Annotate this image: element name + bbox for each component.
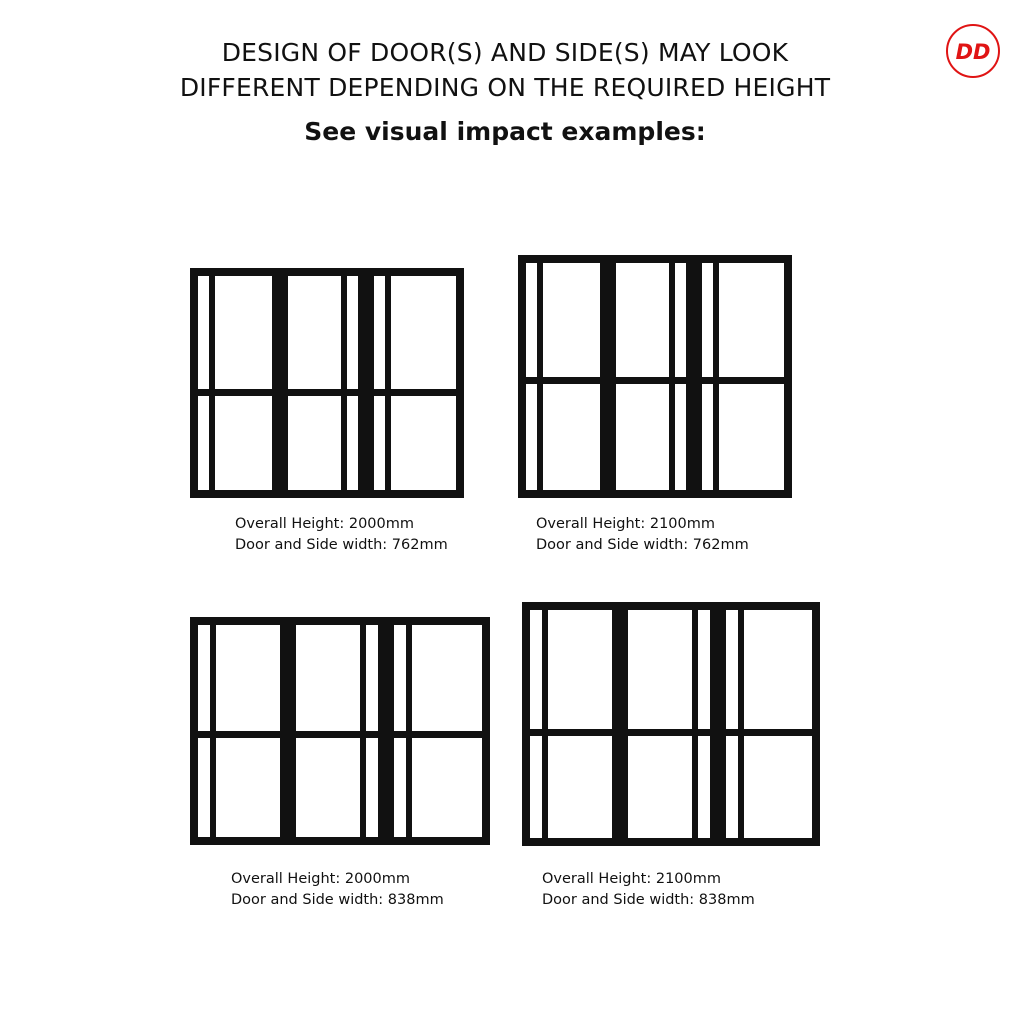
side-panel-glass-upper [702,263,713,377]
door-left-glass-upper [530,610,542,729]
door-right-glass-upper [616,263,669,377]
door-left-glass-lower [198,396,209,490]
caption-2 [536,514,749,556]
door-right-glass-upper [366,625,378,731]
side-panel-glass-upper [726,610,738,729]
subheading: See visual impact examples: [304,117,706,146]
door-diagram-3 [190,617,490,845]
side-panel-glass-lower [412,738,482,837]
overall-height-label: Overall Height: 2000mm [231,871,411,887]
side-panel-glass-upper [394,625,406,731]
door-right-glass-lower [296,738,360,837]
door-left-glass-lower [215,396,272,490]
door-right-glass-lower [628,736,692,838]
door-right-glass-lower [675,384,686,490]
door-right-glass-upper [628,610,692,729]
door-left-glass-lower [216,738,280,837]
door-right-glass-upper [296,625,360,731]
door-left-glass-lower [198,738,210,837]
door-diagram-1 [190,268,464,498]
side-panel-glass-lower [702,384,713,490]
door-side-width-label: Door and Side width: 762mm [235,537,448,553]
door-right-glass-upper [675,263,686,377]
door-right-glass-lower [698,736,710,838]
side-panel-glass-upper [391,276,456,389]
door-left-glass-lower [548,736,612,838]
heading-line-1: DESIGN OF DOOR(S) AND SIDE(S) MAY LOOK [221,38,789,67]
door-left-glass-upper [526,263,537,377]
overall-height-label: Overall Height: 2100mm [536,516,716,532]
door-right-glass-lower [288,396,341,490]
door-left-glass-lower [543,384,600,490]
side-panel-glass-lower [374,396,385,490]
side-panel-glass-upper [412,625,482,731]
side-panel-glass-lower [726,736,738,838]
door-right-glass-lower [366,738,378,837]
logo-text: DD [955,40,991,64]
caption-3 [231,869,444,911]
door-right-glass-upper [347,276,358,389]
side-panel-glass-lower [391,396,456,490]
door-diagram-4 [522,602,820,846]
door-right-glass-lower [616,384,669,490]
door-left-glass-upper [543,263,600,377]
door-left-glass-upper [198,625,210,731]
door-right-glass-upper [288,276,341,389]
dd-logo [946,24,1000,78]
side-panel-glass-upper [744,610,812,729]
door-left-glass-upper [215,276,272,389]
door-right-glass-upper [698,610,710,729]
heading-line-2: DIFFERENT DEPENDING ON THE REQUIRED HEIGHT [179,73,831,102]
caption-1 [235,514,448,556]
side-panel-glass-upper [374,276,385,389]
side-panel-glass-lower [744,736,812,838]
overall-height-label: Overall Height: 2000mm [235,516,415,532]
side-panel-glass-lower [394,738,406,837]
overall-height-label: Overall Height: 2100mm [542,871,722,887]
door-side-width-label: Door and Side width: 838mm [542,892,755,908]
door-left-glass-upper [216,625,280,731]
door-left-glass-lower [530,736,542,838]
door-side-width-label: Door and Side width: 762mm [536,537,749,553]
side-panel-glass-upper [719,263,784,377]
side-panel-glass-lower [719,384,784,490]
door-left-glass-lower [526,384,537,490]
door-left-glass-upper [548,610,612,729]
door-diagram-2 [518,255,792,498]
door-left-glass-upper [198,276,209,389]
door-side-width-label: Door and Side width: 838mm [231,892,444,908]
door-right-glass-lower [347,396,358,490]
caption-4 [542,869,755,911]
